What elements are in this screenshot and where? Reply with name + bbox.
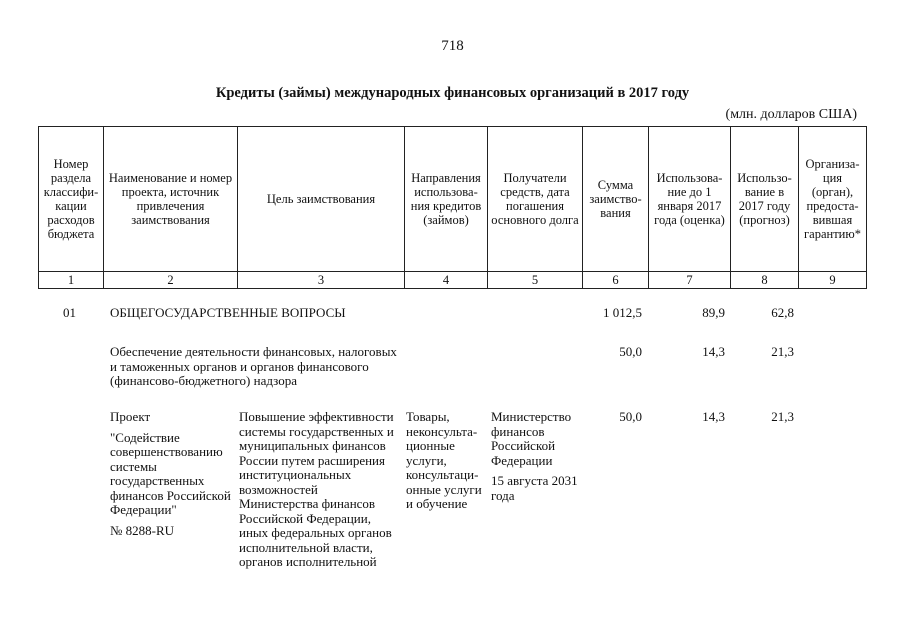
row-used-2017: 62,8 [771, 305, 794, 320]
column-number: 1 [39, 272, 104, 289]
units-note: (млн. долларов США) [725, 107, 857, 122]
header-section-code: Номер раздела классифи-кации расходов бюджета [39, 127, 104, 272]
header-sum: Сумма заимство-вания [583, 127, 649, 272]
project-name: "Содействие совершенствованию системы государственных финансов Российской Федерации" [110, 429, 231, 517]
page-number: 718 [441, 38, 464, 54]
row-used-before: 14,3 [702, 344, 725, 359]
column-number: 7 [649, 272, 731, 289]
project-label: Проект [110, 409, 151, 424]
column-number: 8 [731, 272, 799, 289]
row-used-2017: 21,3 [771, 409, 794, 424]
row-repayment-date: 15 августа 2031 года [491, 473, 578, 503]
row-used-before: 14,3 [702, 409, 725, 424]
header-directions: Направления использова-ния кредитов (займов) [405, 127, 488, 272]
row-used-2017: 21,3 [771, 344, 794, 359]
row-directions: Товары, неконсульта-ционные услуги, консультаци-онные услуги и обучение [406, 409, 482, 511]
row-name: ОБЩЕГОСУДАРСТВЕННЫЕ ВОПРОСЫ [110, 305, 346, 320]
project-cell [110, 410, 234, 538]
header-project-name: Наименование и номер проекта, источник привлечения заимствования [104, 127, 238, 272]
row-purpose: Повышение эффективности системы государственных и муниципальных финансов России путем расширения институциональных возможностей Министерства финансов Российской Федерации, иных федеральных органов исполнительной власти, органов исполнительной [239, 409, 394, 569]
row-sum: 50,0 [619, 344, 642, 359]
column-number: 9 [799, 272, 867, 289]
document-title: Кредиты (займы) международных финансовых организаций в 2017 году [215, 85, 690, 101]
column-number: 3 [238, 272, 405, 289]
recipient-cell [491, 410, 583, 503]
header-recipients: Получатели средств, дата погашения основного долга [488, 127, 583, 272]
row-name: Обеспечение деятельности финансовых, налоговых и таможенных органов и органов финансового (финансово-бюджетного) надзора [110, 344, 397, 388]
header-used-before: Использова-ние до 1 января 2017 года (оценка) [649, 127, 731, 272]
header-purpose: Цель заимствования [238, 127, 405, 272]
row-used-before: 89,9 [702, 305, 725, 320]
column-number: 4 [405, 272, 488, 289]
row-sum: 50,0 [619, 409, 642, 424]
header-guarantor: Организа-ция (орган), предоста-вившая гарантию* [799, 127, 867, 272]
row-section-code: 01 [63, 305, 76, 320]
row-recipient: Министерство финансов Российской Федерации [491, 409, 572, 468]
row-sum: 1 012,5 [603, 305, 642, 320]
column-number: 5 [488, 272, 583, 289]
table-header [38, 126, 867, 289]
column-number: 2 [104, 272, 238, 289]
header-used-2017: Использо-вание в 2017 году (прогноз) [731, 127, 799, 272]
column-number: 6 [583, 272, 649, 289]
project-number: № 8288-RU [110, 522, 175, 538]
